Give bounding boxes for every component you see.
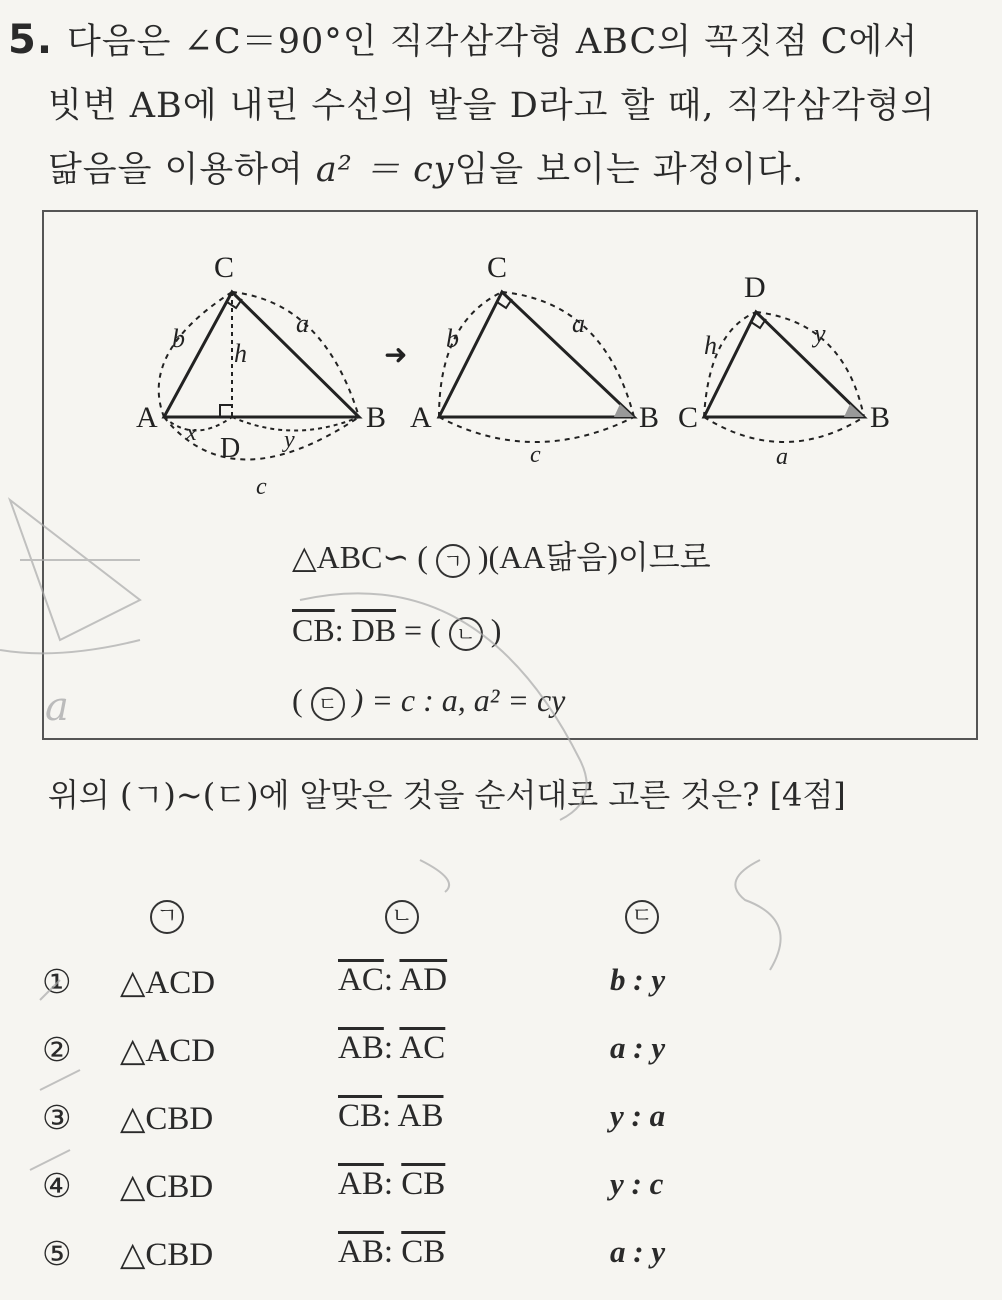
label-c: C (214, 251, 235, 284)
question-equation: a² ＝ cy (315, 150, 455, 190)
triangle-dcb (704, 312, 864, 417)
svg-text:a: a (776, 444, 788, 470)
question-text (8, 8, 993, 202)
mark-d: ㄷ (311, 687, 345, 721)
triangle-abc (164, 292, 359, 417)
right-angle-mark-d (220, 405, 232, 417)
proof-line-1: △ABC∽ ( ㄱ )(AA닮음)이므로 (292, 532, 711, 578)
svg-text:B: B (639, 401, 660, 434)
triangle-abc-copy (439, 292, 634, 417)
svg-text:h: h (704, 331, 717, 360)
question-line-3: 닮음을 이용하여 a² ＝ cy임을 보이는 과정이다. (48, 150, 805, 190)
choice-row-3[interactable]: ③ △CBD $\overline{CB}$: $\overline{AB}$ y : a (42, 1098, 666, 1137)
column-header-n: ㄴ (385, 900, 419, 934)
svg-text:a: a (296, 309, 309, 338)
svg-text:y: y (284, 427, 295, 453)
triangle-figure (44, 212, 976, 532)
svg-text:a: a (572, 309, 585, 338)
arrow-icon: ➜ (384, 340, 408, 371)
label-a: A (136, 401, 158, 434)
svg-text:b: b (446, 324, 459, 353)
column-header-d: ㄷ (625, 900, 659, 934)
svg-text:B: B (870, 401, 891, 434)
svg-text:C: C (678, 401, 699, 434)
svg-text:y: y (814, 319, 826, 348)
proof-line-3: ( ㄷ ) = c : a, a² = cy (292, 682, 565, 721)
choice-row-1[interactable]: ① △ACD $\overline{AC}$: $\overline{AD}$ b : y (42, 962, 666, 1001)
choice-row-4[interactable]: ④ △CBD $\overline{AB}$: $\overline{CB}$ y : c (42, 1166, 664, 1205)
mark-n: ㄴ (449, 617, 483, 651)
question-number: 5. (8, 17, 54, 63)
answer-prompt: 위의 (ㄱ)~(ㄷ)에 알맞은 것을 순서대로 고른 것은? [4점] (48, 776, 846, 814)
svg-text:c: c (256, 474, 267, 500)
svg-text:x: x (186, 420, 197, 446)
svg-text:c: c (530, 442, 541, 468)
handwritten-note: a (45, 684, 69, 730)
question-line-2: 빗변 AB에 내린 수선의 발을 D라고 할 때, 직각삼각형의 (48, 86, 936, 126)
svg-text:C: C (487, 251, 508, 284)
choice-row-5[interactable]: ⑤ △CBD $\overline{AB}$: $\overline{CB}$ a : y (42, 1234, 666, 1273)
label-b: B (366, 401, 387, 434)
svg-text:D: D (744, 271, 766, 304)
proof-box (42, 210, 978, 740)
svg-text:b: b (172, 324, 185, 353)
question-line-1: 다음은 ∠C＝90°인 직각삼각형 ABC의 꼭짓점 C에서 (67, 22, 919, 62)
label-d: D (220, 433, 241, 464)
mark-g: ㄱ (436, 544, 470, 578)
proof-line-2: $\overline{CB}$: $\overline{DB}$ = ( ㄴ ) (292, 612, 501, 651)
svg-text:A: A (410, 401, 432, 434)
column-header-g: ㄱ (150, 900, 184, 934)
choice-row-2[interactable]: ② △ACD $\overline{AB}$: $\overline{AC}$ a : y (42, 1030, 666, 1069)
svg-text:h: h (234, 339, 247, 368)
